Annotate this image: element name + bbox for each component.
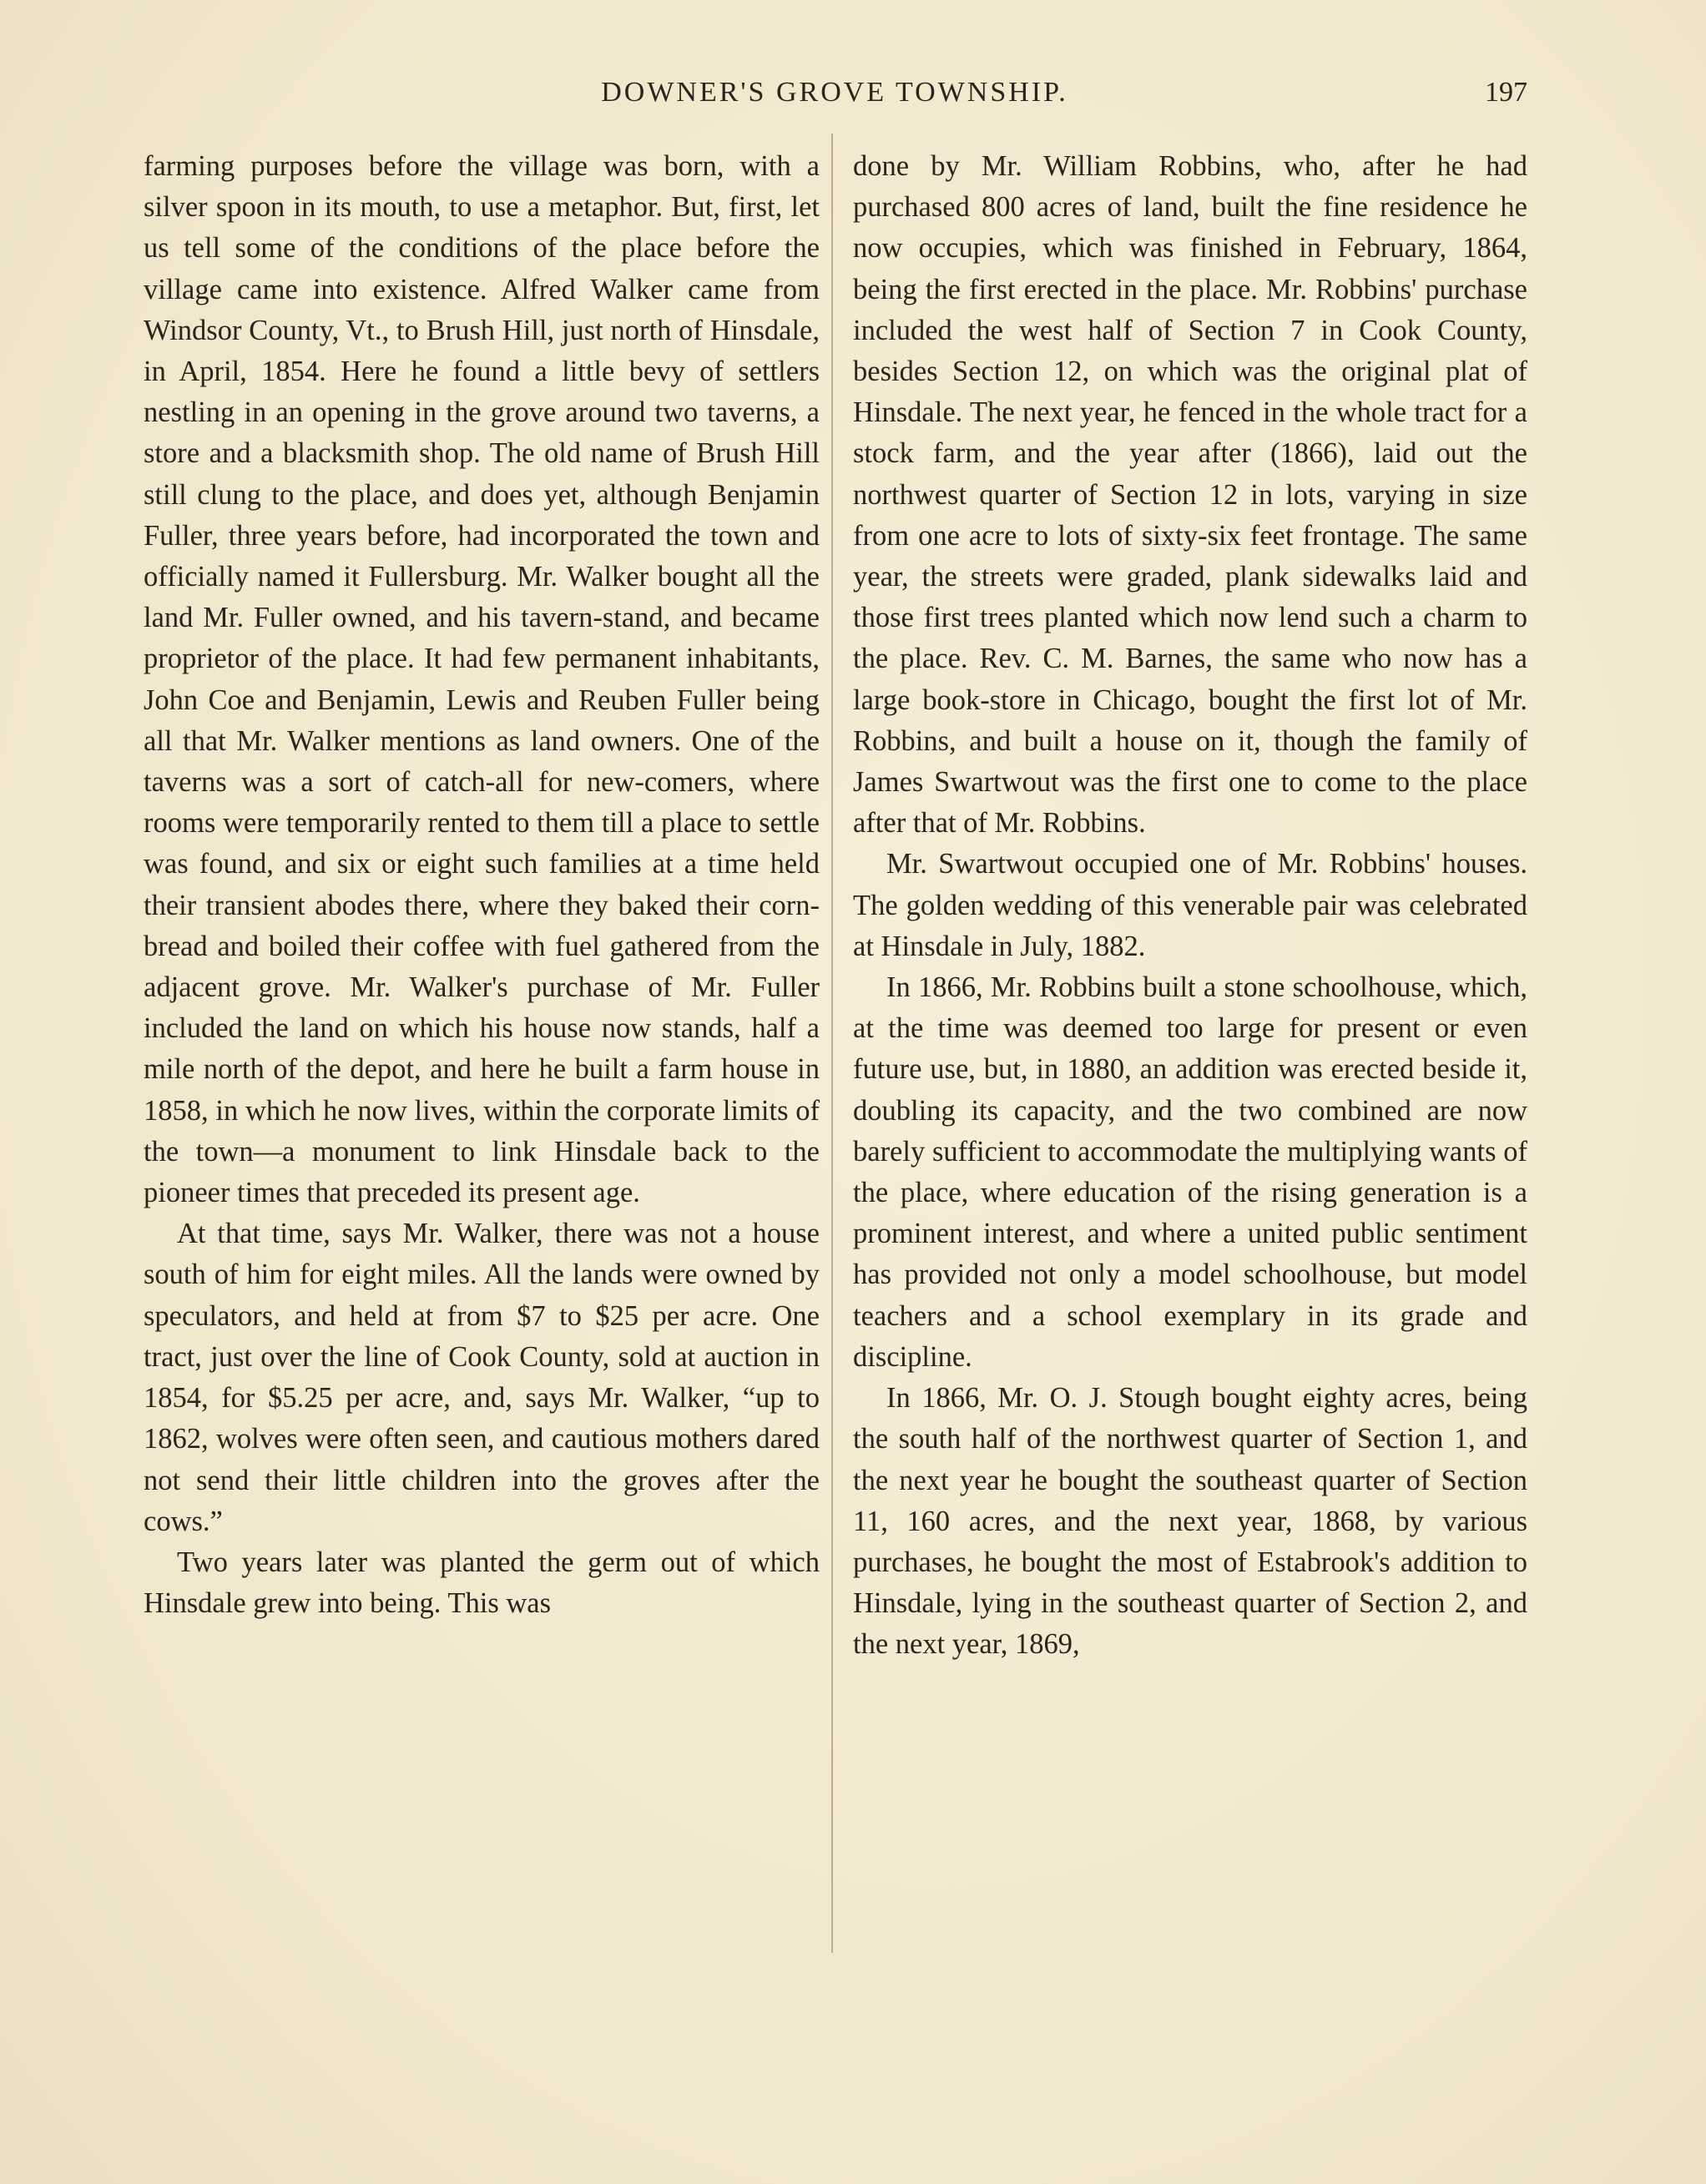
running-title: DOWNER'S GROVE TOWNSHIP. (601, 77, 1068, 108)
paragraph: Mr. Swartwout occupied one of Mr. Robbins' houses. The golden wedding of this venerable pair was celebrated at Hinsdale in July, 1882. (853, 848, 1527, 962)
column-divider (831, 134, 833, 1953)
paragraph: Two years later was planted the germ out of which Hinsdale grew into being. This was (144, 1546, 820, 1620)
left-column (144, 146, 820, 1624)
paragraph: At that time, says Mr. Walker, there was not a house south of him for eight miles. All the lands were owned by speculators, and held at from $7 to $25 per acre. One tract, just over the line of Cook County, sold at auction in 1854, for $5.25 per acre, and, says Mr. Walker, “up to 1862, wolves were often seen, and cautious mothers dared not send their little children into the groves after the cows.” (144, 1218, 820, 1537)
paragraph: In 1866, Mr. O. J. Stough bought eighty acres, being the south half of the northwest quarter of Section 1, and the next year he bought the southeast quarter of Section 11, 160 acres, and the next year, 1868, by various purchases, he bought the most of Estabrook's addition to Hinsdale, lying in the southeast quarter of Section 2, and the next year, 1869, (853, 1382, 1527, 1661)
page-number: 197 (1485, 77, 1527, 108)
running-head (142, 77, 1527, 119)
paragraph: In 1866, Mr. Robbins built a stone schoolhouse, which, at the time was deemed too large for present or even future use, but, in 1880, an addition was erected beside it, doubling its capacity, and the two combined are now barely sufficient to accommodate the multiplying wants of the place, where education of the rising generation is a prominent interest, and where a united public sentiment has provided not only a model schoolhouse, but model teachers and a school exemplary in its grade and discipline. (853, 971, 1527, 1373)
right-column (853, 146, 1527, 1666)
paragraph: farming purposes before the village was born, with a silver spoon in its mouth, to use a metaphor. But, first, let us tell some of the conditions of the place before the village came into existence. Alfred Walker came from Windsor County, Vt., to Brush Hill, just north of Hinsdale, in April, 1854. Here he found a little bevy of settlers nestling in an opening in the grove around two taverns, a store and a blacksmith shop. The old name of Brush Hill still clung to the place, and does yet, although Benjamin Fuller, three years before, had incorporated the town and officially named it Fullersburg. Mr. Walker bought all the land Mr. Fuller owned, and his tavern-stand, and became proprietor of the place. It had few permanent inhabitants, John Coe and Benjamin, Lewis and Reuben Fuller being all that Mr. Walker mentions as land owners. One of the taverns was a sort of catch-all for new-comers, where rooms were temporarily rented to them till a place to settle was found, and six or eight such families at a time held their transient abodes there, where they baked their corn-bread and boiled their coffee with fuel gathered from the adjacent grove. Mr. Walker's purchase of Mr. Fuller included the land on which his house now stands, half a mile north of the depot, and here he built a farm house in 1858, in which he now lives, within the corporate limits of the town—a monument to link Hinsdale back to the pioneer times that preceded its present age. (144, 150, 820, 1209)
paragraph: done by Mr. William Robbins, who, after he had purchased 800 acres of land, built the fine residence he now occupies, which was finished in February, 1864, being the first erected in the place. Mr. Robbins' purchase included the west half of Section 7 in Cook County, besides Section 12, on which was the original plat of Hinsdale. The next year, he fenced in the whole tract for a stock farm, and the year after (1866), laid out the northwest quarter of Section 12 in lots, varying in size from one acre to lots of sixty-six feet frontage. The same year, the streets were graded, plank sidewalks laid and those first trees planted which now lend such a charm to the place. Rev. C. M. Barnes, the same who now has a large book-store in Chicago, bought the first lot of Mr. Robbins, and built a house on it, though the family of James Swartwout was the first one to come to the place after that of Mr. Robbins. (853, 150, 1527, 840)
